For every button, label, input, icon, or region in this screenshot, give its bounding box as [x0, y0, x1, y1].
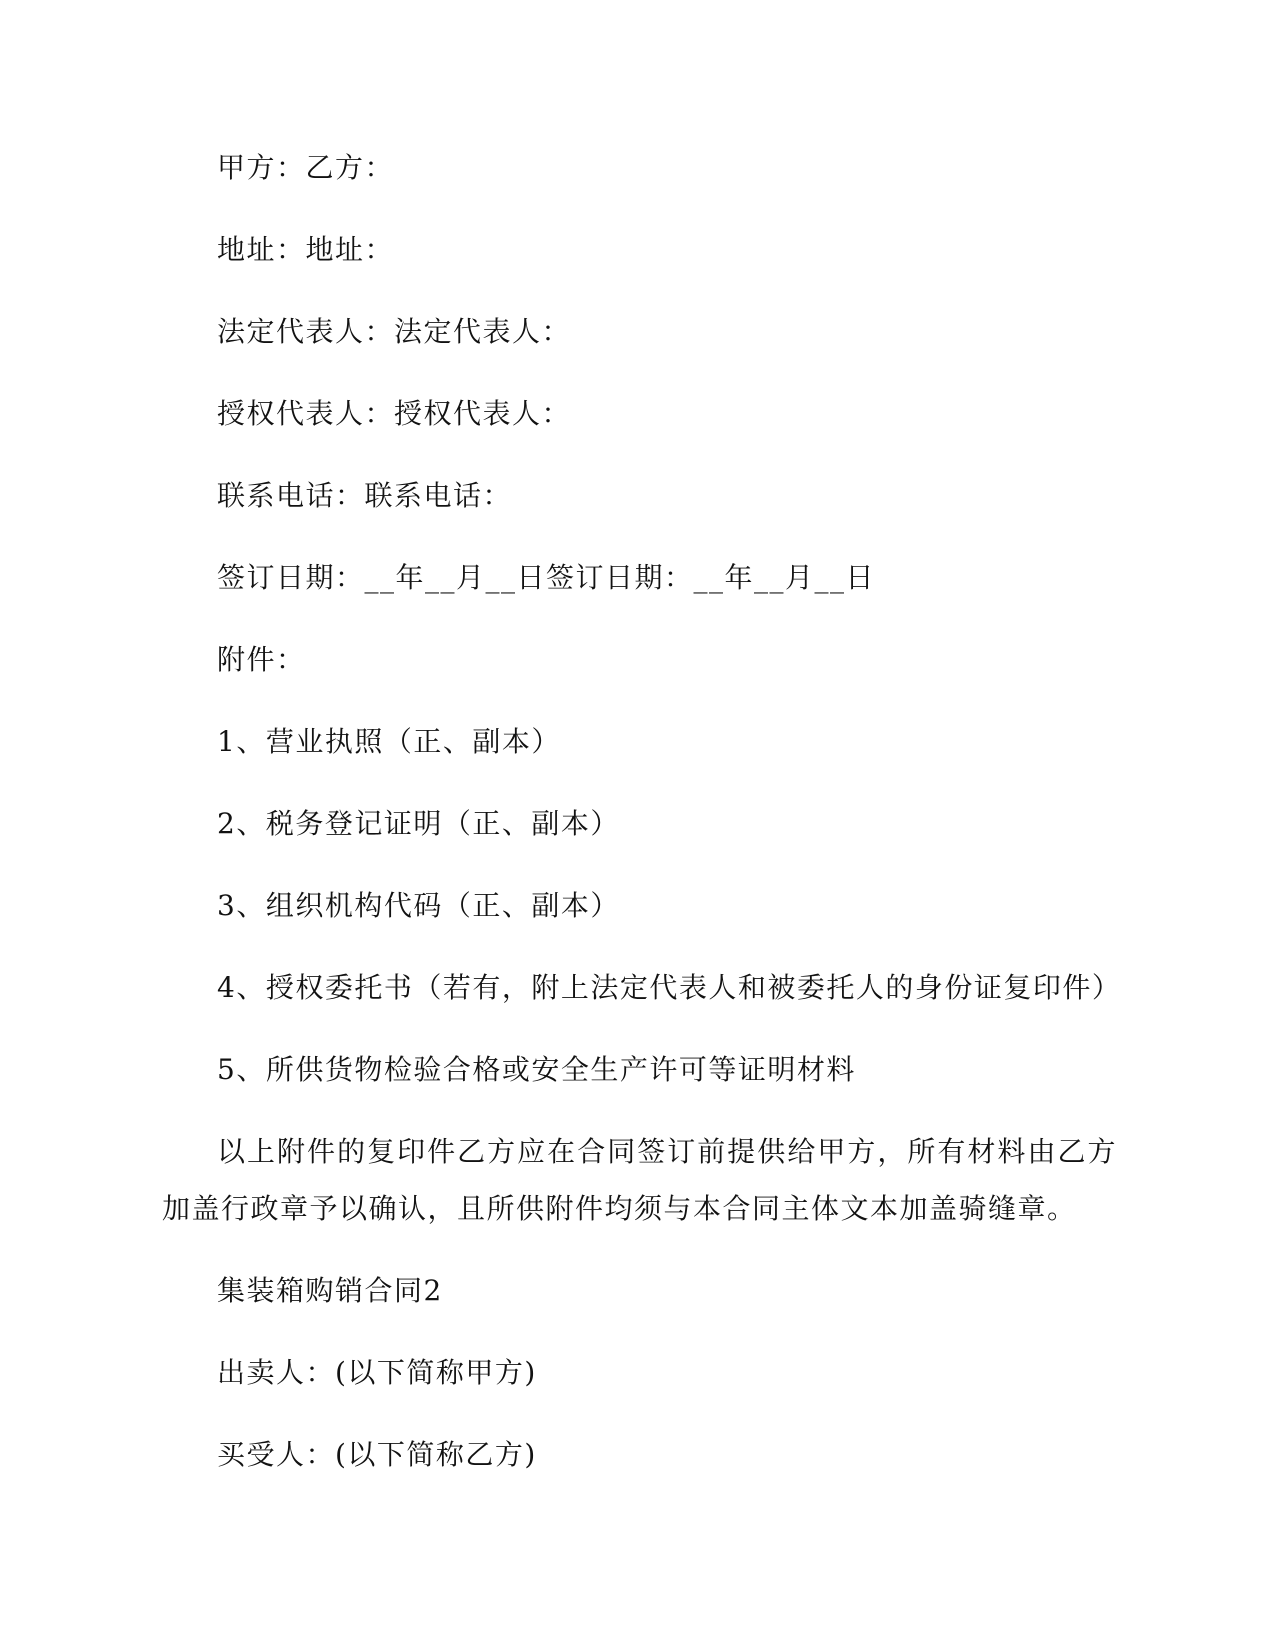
- paragraph-15: 出卖人：(以下简称甲方): [217, 1356, 537, 1389]
- paragraph-13: 以上附件的复印件乙方应在合同签订前提供给甲方，所有材料由乙方加盖行政章予以确认，且所供附件均须与本合同主体文本加盖骑缝章。: [162, 1135, 1117, 1225]
- document-content: [162, 139, 1122, 1483]
- paragraph-16: 买受人：(以下简称乙方): [217, 1438, 537, 1471]
- paragraph-2: 地址：地址：: [217, 233, 395, 266]
- paragraph-5: 联系电话：联系电话：: [217, 479, 513, 512]
- paragraph-4: 授权代表人：授权代表人：: [217, 397, 572, 430]
- paragraph-9: 2、税务登记证明（正、副本）: [217, 807, 620, 840]
- paragraph-12: 5、所供货物检验合格或安全生产许可等证明材料: [217, 1053, 856, 1086]
- paragraph-7: 附件：: [217, 643, 306, 676]
- paragraph-8: 1、营业执照（正、副本）: [217, 725, 561, 758]
- paragraph-6: 签订日期：__年__月__日签订日期：__年__月__日: [217, 561, 876, 594]
- paragraph-14: 集装箱购销合同2: [217, 1274, 443, 1307]
- paragraph-3: 法定代表人：法定代表人：: [217, 315, 572, 348]
- paragraph-10: 3、组织机构代码（正、副本）: [217, 889, 620, 922]
- paragraph-11: 4、授权委托书（若有，附上法定代表人和被委托人的身份证复印件）: [217, 971, 1122, 1004]
- paragraph-1: 甲方：乙方：: [217, 151, 395, 184]
